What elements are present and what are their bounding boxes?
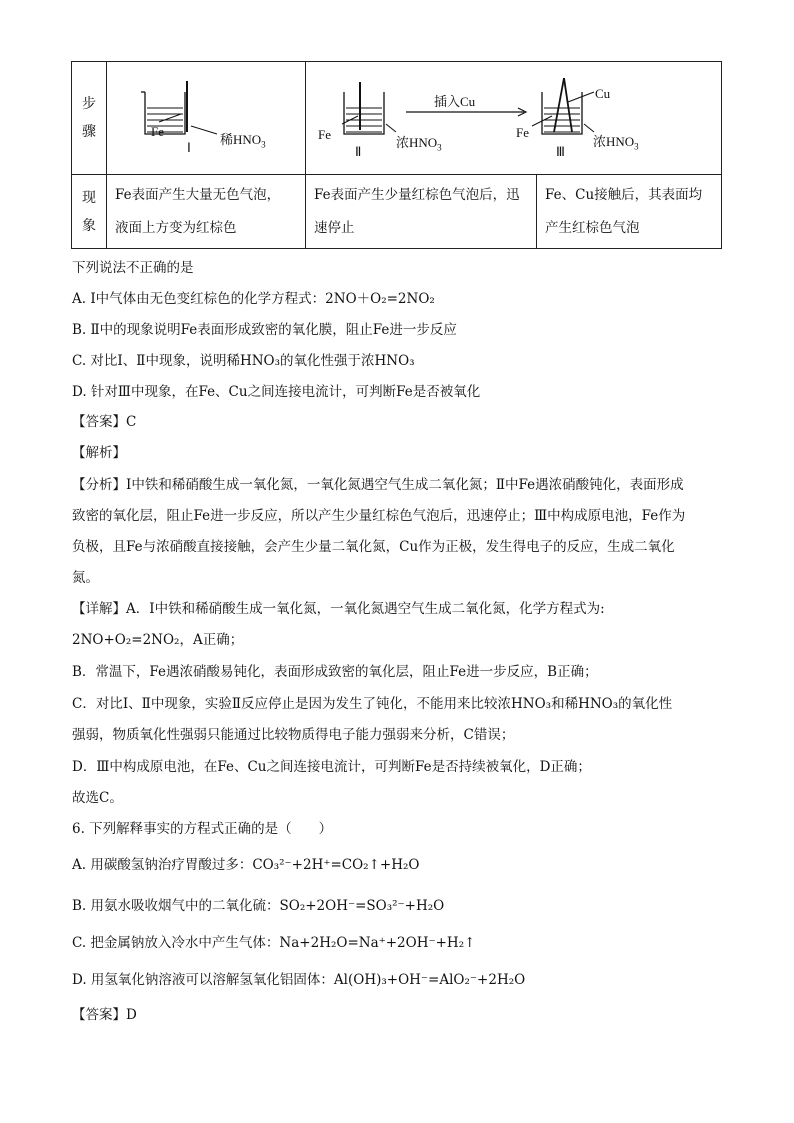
header-char: 骤 xyxy=(82,124,96,140)
fenxi-tag: 【分析】 xyxy=(72,477,126,493)
fe-label: Fe xyxy=(151,124,164,139)
option-c: C. 对比Ⅰ、Ⅱ中现象，说明稀HNO₃的氧化性强于浓HNO₃ xyxy=(72,353,415,369)
conc-acid-label xyxy=(593,131,639,152)
answer-tag: 【答案】 xyxy=(72,414,126,430)
roman-label: Ⅱ xyxy=(355,144,362,159)
option-a: A. Ⅰ中气体由无色变红棕色的化学方程式：2NO＋O₂=2NO₂ xyxy=(72,291,435,307)
obs-line: Fe表面产生少量红棕色气泡后，迅 xyxy=(314,186,520,203)
option-b: B. Ⅱ中的现象说明Fe表面形成致密的氧化膜，阻止Fe进一步反应 xyxy=(72,322,457,338)
answer-line xyxy=(72,412,136,432)
obs-line: 产生红棕色气泡 xyxy=(545,219,640,236)
phenomena-header xyxy=(72,175,107,249)
arrow-label: 插入Cu xyxy=(434,94,476,109)
beaker-2-3-diagram xyxy=(306,62,722,175)
analysis-line: 负极，且Fe与浓硝酸直接接触，会产生少量二氧化氮，Cu作为正极，发生得电子的反应，生成二氧化 xyxy=(72,539,675,555)
analysis-tag: 【解析】 xyxy=(72,445,126,461)
q6-option-b: B. 用氨水吸收烟气中的二氧化硫：SO₂+2OH⁻=SO₃²⁻+H₂O xyxy=(72,898,445,914)
question-stem: 下列说法不正确的是 xyxy=(72,260,194,276)
obs-line: 速停止 xyxy=(314,219,355,236)
detail-line: C．对比Ⅰ、Ⅱ中现象，实验Ⅱ反应停止是因为发生了钝化，不能用来比较浓HNO₃和稀HNO₃的氧化性 xyxy=(72,696,673,712)
answer-value: C xyxy=(126,414,137,430)
header-char: 现 xyxy=(82,189,96,206)
q6-option-c: C. 把金属钠放入冷水中产生气体：Na+2H₂O=Na⁺+2OH⁻+H₂↑ xyxy=(72,935,476,951)
detail-line: B．常温下，Fe遇浓硝酸易钝化，表面形成致密的氧化层，阻止Fe进一步反应，B正确； xyxy=(72,664,598,680)
diagram-cell-2 xyxy=(306,62,722,175)
cu-label: Cu xyxy=(595,86,611,101)
acid-text: 稀HNO xyxy=(220,132,262,147)
obs-line: 液面上方变为红棕色 xyxy=(115,219,237,236)
analysis-line: 氮。 xyxy=(72,570,99,586)
roman-label: Ⅲ xyxy=(556,144,565,159)
beaker-1-diagram xyxy=(107,62,305,175)
detail-line: 2NO+O₂=2NO₂，A正确； xyxy=(72,632,244,648)
q6-answer-line xyxy=(72,1005,137,1025)
obs-line: Fe表面产生大量无色气泡， xyxy=(115,186,281,203)
observation-3 xyxy=(537,175,722,249)
acid-sub: 3 xyxy=(437,142,442,153)
steps-header xyxy=(72,62,107,175)
analysis-line xyxy=(72,475,684,495)
detail-line: D．Ⅲ中构成原电池，在Fe、Cu之间连接电流计，可判断Fe是否持续被氧化，D正确； xyxy=(72,759,591,775)
answer-tag: 【答案】 xyxy=(72,1007,126,1023)
detail-line: 强弱，物质氧化性强弱只能通过比较物质得电子能力强弱来分析，C错误； xyxy=(72,727,515,743)
answer-value: D xyxy=(126,1007,137,1023)
header-char: 步 xyxy=(82,96,96,112)
roman-label: Ⅰ xyxy=(187,140,191,155)
fe-label: Fe xyxy=(516,125,529,140)
question-6-stem: 6. 下列解释事实的方程式正确的是（ ） xyxy=(72,821,333,837)
header-char: 象 xyxy=(82,217,96,234)
acid-text: 浓HNO xyxy=(396,135,438,150)
fenxi-text: Ⅰ中铁和稀硝酸生成一氧化氮，一氧化氮遇空气生成二氧化氮；Ⅱ中Fe遇浓硝酸钝化，表面形成 xyxy=(126,477,684,493)
acid-sub: 3 xyxy=(261,139,266,150)
acid-sub: 3 xyxy=(634,141,639,152)
q6-option-d: D. 用氢氧化钠溶液可以溶解氢氧化铝固体：Al(OH)₃+OH⁻=AlO₂⁻+2H₂O xyxy=(72,972,526,988)
dilute-acid-label xyxy=(220,129,266,150)
observation-2 xyxy=(306,175,537,249)
q6-option-a: A. 用碳酸氢钠治疗胃酸过多：CO₃²⁻+2H⁺=CO₂↑+H₂O xyxy=(72,857,420,873)
conc-acid-label xyxy=(396,132,442,153)
analysis-line: 致密的氧化层，阻止Fe进一步反应，所以产生少量红棕色气泡后，迅速停止；Ⅲ中构成原电池，Fe作为 xyxy=(72,508,686,524)
detail-line xyxy=(72,599,605,619)
option-d: D. 针对Ⅲ中现象，在Fe、Cu之间连接电流计，可判断Fe是否被氧化 xyxy=(72,384,481,400)
obs-line: Fe、Cu接触后，其表面均 xyxy=(545,186,703,203)
xiangjie-text: A．Ⅰ中铁和稀硝酸生成一氧化氮，一氧化氮遇空气生成二氧化氮，化学方程式为: xyxy=(126,601,605,617)
fe-label: Fe xyxy=(318,127,331,142)
xiangjie-tag: 【详解】 xyxy=(72,601,126,617)
acid-text: 浓HNO xyxy=(593,134,635,149)
detail-line: 故选C。 xyxy=(72,790,123,806)
observation-1 xyxy=(107,175,306,249)
diagram-cell-1 xyxy=(107,62,306,175)
experiment-table xyxy=(71,61,722,249)
